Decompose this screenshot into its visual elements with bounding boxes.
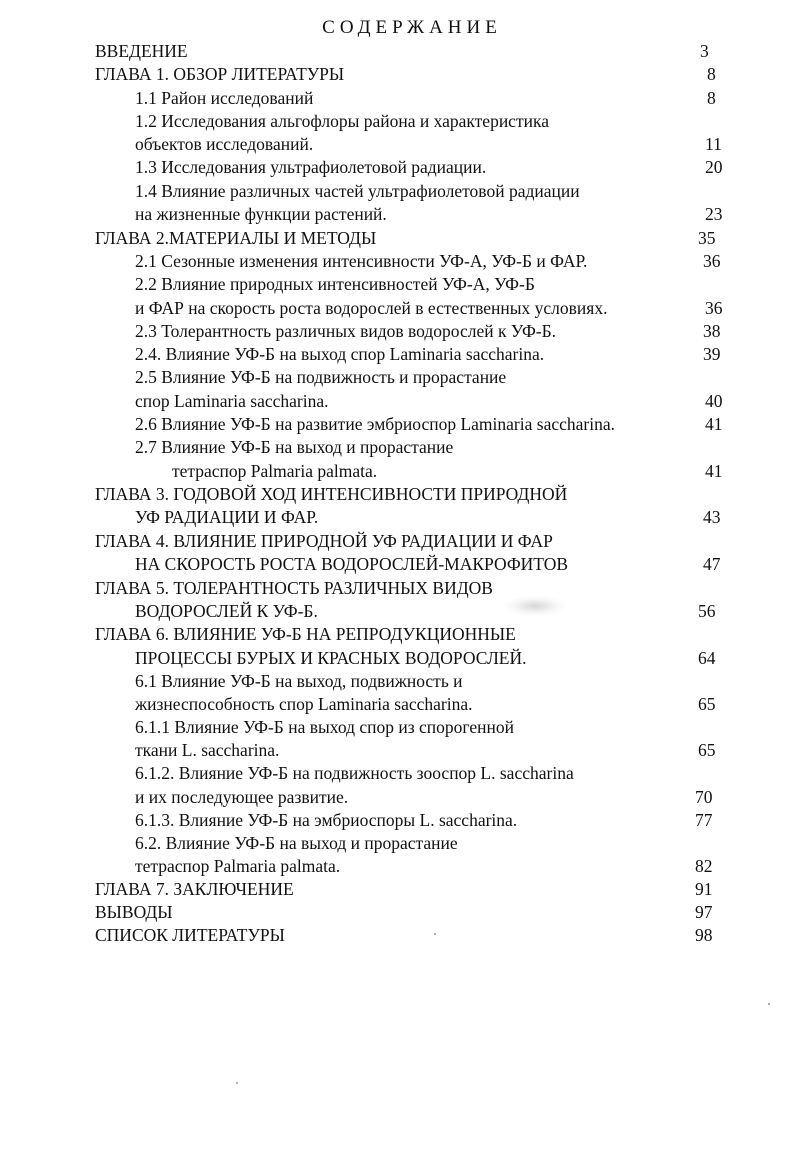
toc-entry <box>135 413 760 435</box>
toc-title: СОДЕРЖАНИЕ <box>322 17 502 38</box>
toc-entry-title: 1.1 Район исследований <box>135 88 314 108</box>
toc-entry-title: 2.1 Сезонные изменения интенсивности УФ-А, УФ-Б и ФАР. <box>135 251 588 271</box>
toc-entry-title: ткани L. saccharina. <box>135 740 280 760</box>
toc-entry-title: ГЛАВА 4. ВЛИЯНИЕ ПРИРОДНОЙ УФ РАДИАЦИИ И ФАР <box>95 531 553 551</box>
toc-entry-title: 2.7 Влияние УФ-Б на выход и прорастание <box>135 437 454 457</box>
toc-entry <box>135 716 760 738</box>
toc-entry-page: 11 <box>705 134 722 154</box>
toc-entry <box>95 924 760 946</box>
toc-entry-title: и их последующее развитие. <box>135 787 349 807</box>
toc-entry-page: 40 <box>705 391 723 411</box>
toc-entry <box>135 156 760 178</box>
toc-entry <box>135 693 760 715</box>
toc-entry <box>135 436 760 458</box>
toc-entry <box>95 623 760 645</box>
toc-entry-title: жизнеспособность спор Laminaria saccharina. <box>135 694 473 714</box>
toc-entry <box>135 250 760 272</box>
toc-entry <box>135 809 760 831</box>
toc-entry <box>135 110 760 132</box>
toc-entry-page: 36 <box>705 298 723 318</box>
toc-entry-title: ГЛАВА 7. ЗАКЛЮЧЕНИЕ <box>95 879 294 899</box>
toc-entry <box>135 786 760 808</box>
toc-entry-title: 6.1.1 Влияние УФ-Б на выход спор из спорогенной <box>135 717 514 737</box>
toc-entry-page: 8 <box>707 88 716 108</box>
toc-entry <box>135 670 760 692</box>
toc-entry-page: 43 <box>703 507 721 527</box>
toc-entry <box>172 460 760 482</box>
toc-entry <box>135 87 760 109</box>
toc-entry-page: 77 <box>695 810 713 830</box>
toc-entry-title: 2.2 Влияние природных интенсивностей УФ-А, УФ-Б <box>135 274 535 294</box>
toc-entry-page: 65 <box>698 740 716 760</box>
toc-entry <box>135 762 760 784</box>
toc-entry-title: ГЛАВА 6. ВЛИЯНИЕ УФ-Б НА РЕПРОДУКЦИОННЫЕ <box>95 624 516 644</box>
scan-smudge <box>505 596 565 616</box>
toc-entry-page: 39 <box>703 344 721 364</box>
toc-entry-title: ПРОЦЕССЫ БУРЫХ И КРАСНЫХ ВОДОРОСЛЕЙ. <box>135 648 527 668</box>
toc-entry <box>135 366 760 388</box>
toc-entry-page: 8 <box>707 64 716 84</box>
toc-entry-title: спор Laminaria saccharina. <box>135 391 329 411</box>
toc-entry-page: 36 <box>703 251 721 271</box>
toc-entry <box>135 133 760 155</box>
toc-entry <box>135 506 760 528</box>
toc-entry-page: 91 <box>695 879 713 899</box>
toc-entry <box>135 297 760 319</box>
toc-entry-title: 1.3 Исследования ультрафиолетовой радиации. <box>135 157 487 177</box>
toc-entry-title: ГЛАВА 5. ТОЛЕРАНТНОСТЬ РАЗЛИЧНЫХ ВИДОВ <box>95 578 493 598</box>
toc-entry <box>135 600 760 622</box>
toc-entry <box>135 203 760 225</box>
toc-entry-title: НА СКОРОСТЬ РОСТА ВОДОРОСЛЕЙ-МАКРОФИТОВ <box>135 554 569 574</box>
toc-entry <box>135 647 760 669</box>
toc-entry-page: 70 <box>695 787 713 807</box>
toc-entry-page: 65 <box>698 694 716 714</box>
toc-entry <box>95 530 760 552</box>
toc-entry-title: 2.3 Толерантность различных видов водорослей к УФ-Б. <box>135 321 557 341</box>
scan-speck <box>434 933 436 935</box>
toc-entry-title: ВЫВОДЫ <box>95 902 173 922</box>
toc-entry <box>95 40 760 62</box>
toc-entry-page: 23 <box>705 204 723 224</box>
toc-entry-page: 38 <box>703 321 721 341</box>
toc-entry-page: 82 <box>695 856 713 876</box>
toc-entry <box>135 320 760 342</box>
toc-entry-title: ГЛАВА 2.МАТЕРИАЛЫ И МЕТОДЫ <box>95 228 377 248</box>
toc-entry-title: ГЛАВА 1. ОБЗОР ЛИТЕРАТУРЫ <box>95 64 345 84</box>
toc-entry <box>135 553 760 575</box>
toc-entry-title: СПИСОК ЛИТЕРАТУРЫ <box>95 925 285 945</box>
toc-entry-title: 6.1.2. Влияние УФ-Б на подвижность зооспор L. saccharina <box>135 763 574 783</box>
toc-entry-title: и ФАР на скорость роста водорослей в естественных условиях. <box>135 298 608 318</box>
toc-entry-page: 47 <box>703 554 721 574</box>
toc-entry-page: 64 <box>698 648 716 668</box>
toc-entry-title: 2.4. Влияние УФ-Б на выход спор Laminaria saccharina. <box>135 344 545 364</box>
scan-speck <box>768 1003 770 1005</box>
toc-entry-title: 2.6 Влияние УФ-Б на развитие эмбриоспор Laminaria saccharina. <box>135 414 615 434</box>
toc-entry <box>95 901 760 923</box>
toc-entry-title: 2.5 Влияние УФ-Б на подвижность и прорастание <box>135 367 507 387</box>
toc-entry-title: ВОДОРОСЛЕЙ К УФ-Б. <box>135 601 318 621</box>
toc-entry <box>135 390 760 412</box>
toc-entry <box>135 273 760 295</box>
toc-entry-page: 56 <box>698 601 716 621</box>
toc-entry <box>135 180 760 202</box>
toc-entry-page: 35 <box>698 228 716 248</box>
toc-entry <box>95 63 760 85</box>
toc-entry-title: ГЛАВА 3. ГОДОВОЙ ХОД ИНТЕНСИВНОСТИ ПРИРОДНОЙ <box>95 484 568 504</box>
toc-entry <box>135 832 760 854</box>
toc-entry-page: 97 <box>695 902 713 922</box>
toc-entry <box>135 343 760 365</box>
toc-entry-title: 6.1.3. Влияние УФ-Б на эмбриоспоры L. saccharina. <box>135 810 518 830</box>
toc-entry-page: 3 <box>700 41 709 61</box>
toc-entry-title: 1.2 Исследования альгофлоры района и характеристика <box>135 111 549 131</box>
toc-entry-title: ВВЕДЕНИЕ <box>95 41 188 61</box>
toc-entry-title: тетраспор Palmaria palmata. <box>135 856 341 876</box>
toc-entry-title: УФ РАДИАЦИИ И ФАР. <box>135 507 319 527</box>
toc-entry <box>95 878 760 900</box>
toc-entry-page: 98 <box>695 925 713 945</box>
toc-entry-title: тетраспор Palmaria palmata. <box>172 461 378 481</box>
toc-entry-page: 20 <box>705 157 723 177</box>
toc-entry <box>95 577 760 599</box>
toc-entry-title: 6.1 Влияние УФ-Б на выход, подвижность и <box>135 671 463 691</box>
toc-entry-title: 1.4 Влияние различных частей ультрафиолетовой радиации <box>135 181 580 201</box>
scan-speck <box>236 1082 238 1084</box>
toc-entry-page: 41 <box>705 414 723 434</box>
toc-entry <box>95 483 760 505</box>
toc-entry-title: объектов исследований. <box>135 134 314 154</box>
toc-entry <box>95 227 760 249</box>
toc-entry-title: на жизненные функции растений. <box>135 204 387 224</box>
toc-entry-title: 6.2. Влияние УФ-Б на выход и прорастание <box>135 833 458 853</box>
toc-entry-page: 41 <box>705 461 723 481</box>
toc-entry <box>135 855 760 877</box>
toc-entry <box>135 739 760 761</box>
